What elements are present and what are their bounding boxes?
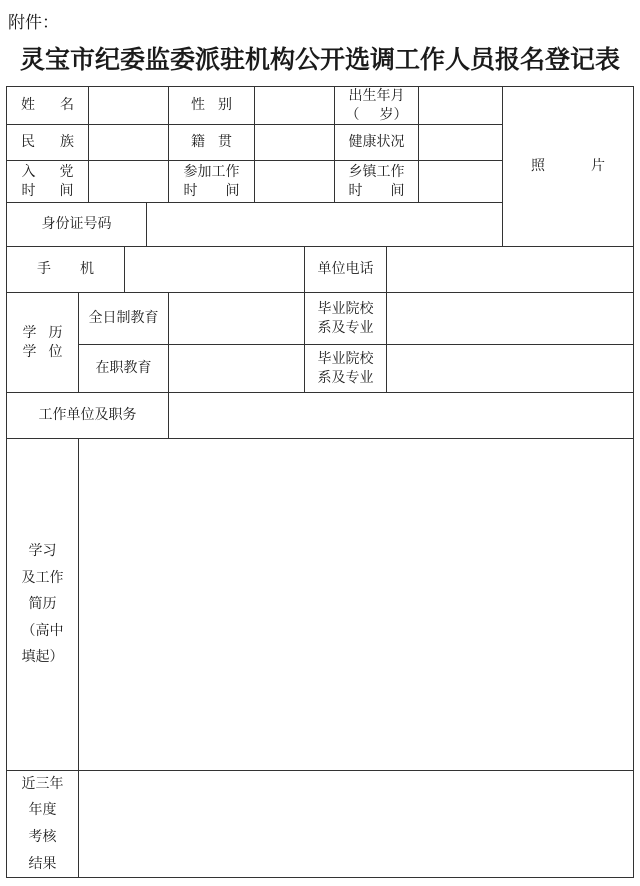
education-line: [23, 343, 63, 362]
name-field[interactable]: [89, 87, 168, 124]
full-time-school-label: [305, 293, 386, 344]
label-char: 时: [348, 182, 363, 199]
school-line: 毕业院校: [317, 350, 374, 367]
label-char: 间: [390, 182, 405, 199]
party-join-line: [22, 163, 74, 182]
birth-field[interactable]: [419, 87, 502, 124]
native-place-label: [169, 125, 254, 160]
health-label: 健康状况: [348, 134, 405, 151]
mobile-label-char: 机: [80, 261, 94, 278]
table-border-bottom: [6, 877, 634, 878]
label-char: 历: [48, 324, 63, 341]
age-label: [346, 106, 408, 125]
native-place-label-char: 贯: [218, 134, 232, 151]
name-label: [7, 87, 88, 124]
name-label-char: 名: [60, 97, 74, 114]
assessment-label: [7, 771, 78, 877]
in-service-school-field[interactable]: [387, 345, 633, 392]
health-field[interactable]: [419, 125, 502, 160]
party-join-time-label: [7, 161, 88, 202]
table-border-right: [633, 86, 634, 878]
id-number-label: 身份证号码: [41, 216, 112, 233]
full-time-education-field[interactable]: [169, 293, 304, 344]
birth-label-line: 出生年月: [348, 87, 405, 104]
work-start-time-label: [169, 161, 254, 202]
mobile-label-char: 手: [37, 261, 51, 278]
party-join-time-field[interactable]: [89, 161, 168, 202]
photo-label-char: 照: [531, 158, 545, 175]
photo-label-char: 片: [591, 158, 605, 175]
ethnicity-field[interactable]: [89, 125, 168, 160]
label-char: 学: [22, 343, 37, 360]
resume-label-line: （高中: [21, 622, 64, 639]
resume-label-line: 简历: [28, 596, 57, 613]
work-start-line: 参加工作: [183, 163, 240, 180]
label-char: 党: [59, 163, 74, 180]
resume-label-line: 及工作: [21, 569, 64, 586]
ethnicity-label: [7, 125, 88, 160]
assessment-label-line: 结果: [28, 855, 57, 872]
mobile-label: [7, 247, 124, 292]
ethnicity-label-char: 民: [21, 134, 35, 151]
education-degree-label: [7, 293, 78, 392]
employer-position-label: 工作单位及职务: [38, 407, 137, 424]
native-place-field[interactable]: [255, 125, 334, 160]
form-title: 灵宝市纪委监委派驻机构公开选调工作人员报名登记表: [19, 45, 620, 74]
birth-label: [335, 87, 418, 124]
work-phone-label: 单位电话: [317, 261, 374, 278]
resume-label: [7, 439, 78, 770]
gender-label-char: 性: [191, 97, 205, 114]
town-work-line: [349, 182, 405, 201]
in-service-school-label: [305, 345, 386, 392]
label-char: 间: [225, 182, 240, 199]
label-char: 时: [183, 182, 198, 199]
town-work-time-label: [335, 161, 418, 202]
photo-box[interactable]: [503, 87, 633, 246]
label-char: 位: [48, 343, 63, 360]
resume-label-line: 填起）: [21, 649, 64, 666]
gender-field[interactable]: [255, 87, 334, 124]
assessment-field[interactable]: [79, 771, 633, 877]
label-char: 间: [59, 182, 74, 199]
mobile-field[interactable]: [125, 247, 304, 292]
education-line: [23, 324, 63, 343]
resume-field[interactable]: [79, 439, 633, 770]
in-service-education-field[interactable]: [169, 345, 304, 392]
age-label-part: （: [345, 106, 360, 123]
town-work-line: 乡镇工作: [348, 163, 405, 180]
work-start-line: [184, 182, 240, 201]
full-time-school-field[interactable]: [387, 293, 633, 344]
major-line: 系及专业: [317, 369, 374, 386]
full-time-education-label: 全日制教育: [88, 310, 159, 327]
attachment-label: 附件：: [8, 13, 59, 33]
label-char: 时: [21, 182, 36, 199]
gender-label-char: 别: [218, 97, 232, 114]
resume-label-line: 学习: [28, 543, 57, 560]
gender-label: [169, 87, 254, 124]
town-work-time-field[interactable]: [419, 161, 502, 202]
label-char: 入: [21, 163, 36, 180]
party-join-line: [22, 182, 74, 201]
school-line: 毕业院校: [317, 300, 374, 317]
assessment-label-line: 年度: [28, 802, 57, 819]
label-char: 学: [22, 324, 37, 341]
major-line: 系及专业: [317, 319, 374, 336]
assessment-label-line: 近三年: [21, 775, 64, 792]
ethnicity-label-char: 族: [60, 134, 74, 151]
employer-position-field[interactable]: [169, 393, 633, 438]
age-label-part: 岁）: [379, 106, 408, 123]
native-place-label-char: 籍: [191, 134, 205, 151]
in-service-education-label: 在职教育: [95, 360, 152, 377]
id-number-field[interactable]: [147, 203, 502, 246]
assessment-label-line: 考核: [28, 829, 57, 845]
work-phone-field[interactable]: [387, 247, 633, 292]
registration-form-table: [6, 86, 634, 878]
name-label-char: 姓: [21, 97, 35, 114]
work-start-time-field[interactable]: [255, 161, 334, 202]
